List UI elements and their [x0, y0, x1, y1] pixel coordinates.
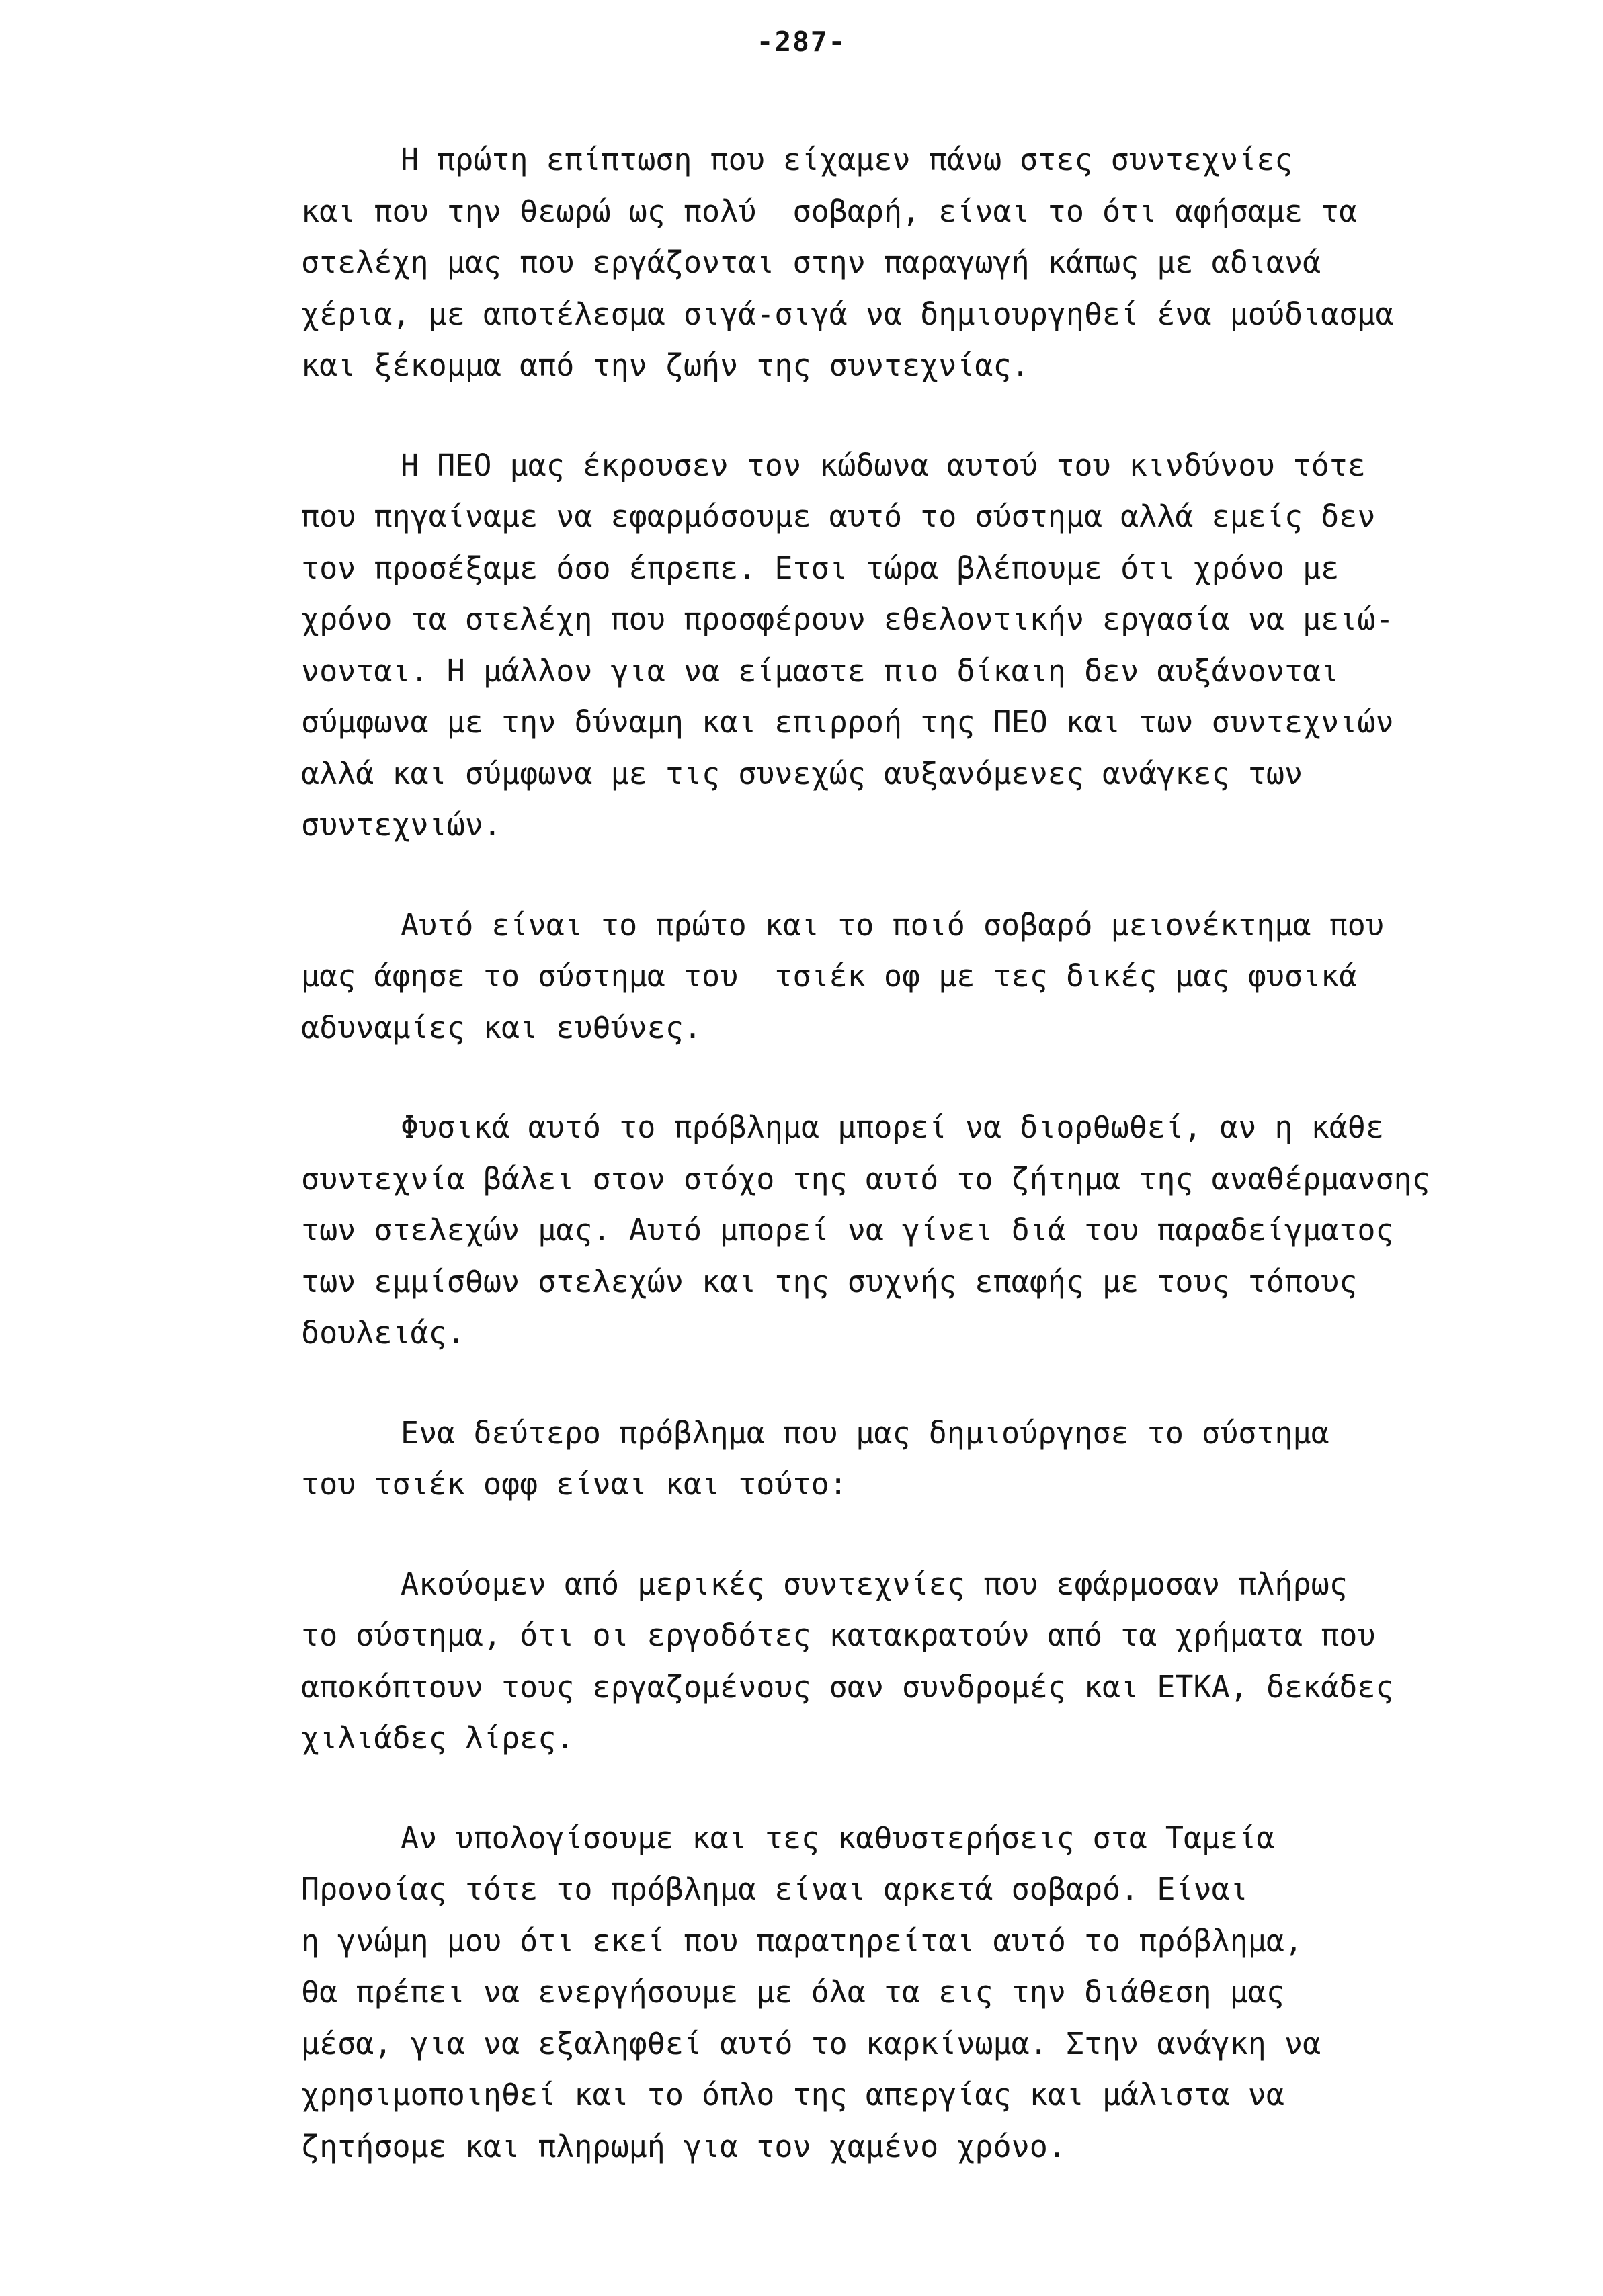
text-line: η γνώμη μου ότι εκεί που παρατηρείται αυτό το πρόβλημα, [301, 1922, 1303, 1959]
text-line: αδυναμίες και ευθύνες. [301, 1009, 702, 1046]
text-line: Προνοίας τότε το πρόβλημα είναι αρκετά σοβαρό. Είναι [301, 1871, 1248, 1907]
text-line: μέσα, για να εξαληφθεί αυτό το καρκίνωμα. Στην ανάγκη να [301, 2025, 1321, 2061]
text-line: ζητήσομε και πληρωμή για τον χαμένο χρόνο. [301, 2128, 1066, 2164]
text-line: Αν υπολογίσουμε και τες καθυστερήσεις στα Ταμεία [401, 1820, 1275, 1856]
text-line: χρόνο τα στελέχη που προσφέρουν εθελοντικήν εργασία να μειώ- [301, 601, 1394, 637]
text-line: Η πρώτη επίπτωση που είχαμεν πάνω στες συντεχνίες [401, 142, 1293, 177]
text-line: θα πρέπει να ενεργήσουμε με όλα τα εις την διάθεση μας [301, 1974, 1284, 2010]
text-line: μας άφησε το σύστημα του τσιέκ οφ με τες δικές μας φυσικά [301, 958, 1358, 994]
text-line: χιλιάδες λίρες. [301, 1720, 575, 1756]
text-line: σύμφωνα με την δύναμη και επιρροή της ΠΕΟ και των συντεχνιών [301, 704, 1394, 740]
paragraph [301, 1559, 1565, 1764]
text-line: χρησιμοποιηθεί και το όπλο της απεργίας και μάλιστα να [301, 2077, 1284, 2113]
text-line: το σύστημα, ότι οι εργοδότες κατακρατούν από τα χρήματα που [301, 1617, 1376, 1653]
text-line: στελέχη μας που εργάζονται στην παραγωγή κάπως με αδιανά [301, 245, 1321, 280]
text-line: Φυσικά αυτό το πρόβλημα μπορεί να διορθωθεί, αν η κάθε [401, 1109, 1384, 1145]
text-line: Η ΠΕΟ μας έκρουσεν τον κώδωνα αυτού του κινδύνου τότε [401, 447, 1366, 483]
text-line: Αυτό είναι το πρώτο και το ποιό σοβαρό μειονέκτημα που [401, 906, 1384, 943]
paragraph [301, 1813, 1565, 2173]
paragraph [301, 440, 1565, 851]
text-line: Ακούομεν από μερικές συντεχνίες που εφάρμοσαν πλήρως [401, 1566, 1348, 1602]
text-line: αλλά και σύμφωνα με τις συνεχώς αυξανόμενες ανάγκες των [301, 755, 1303, 792]
text-line: νονται. Η μάλλον για να είμαστε πιο δίκαιη δεν αυξάνονται [301, 652, 1340, 689]
text-line: των στελεχών μας. Αυτό μπορεί να γίνει διά του παραδείγματος [301, 1212, 1394, 1248]
text-line: αποκόπτουν τους εργαζομένους σαν συνδρομές και ΕΤΚΑ, δεκάδες [301, 1668, 1394, 1705]
text-line: δουλειάς. [301, 1315, 465, 1351]
page-number: -287- [756, 26, 847, 58]
text-line: και που την θεωρώ ως πολύ σοβαρή, είναι το ότι αφήσαμε τα [301, 193, 1358, 229]
paragraph [301, 134, 1565, 392]
text-line: του τσιέκ οφφ είναι και τούτο: [301, 1466, 848, 1502]
text-line: των εμμίσθων στελεχών και της συχνής επαφής με τους τόπους [301, 1263, 1358, 1300]
text-line: συντεχνία βάλει στον στόχο της αυτό το ζήτημα της αναθέρμανσης [301, 1160, 1430, 1197]
paragraph [301, 1408, 1565, 1511]
paragraph [301, 900, 1565, 1054]
text-line: συντεχνιών. [301, 807, 502, 843]
text-line: και ξέκομμα από την ζωήν της συντεχνίας. [301, 347, 1030, 383]
text-line: τον προσέξαμε όσο έπρεπε. Ετσι τώρα βλέπουμε ότι χρόνο με [301, 550, 1340, 586]
text-line: που πηγαίναμε να εφαρμόσουμε αυτό το σύστημα αλλά εμείς δεν [301, 499, 1376, 534]
body-text [301, 134, 1565, 2221]
text-line: Ενα δεύτερο πρόβλημα που μας δημιούργησε το σύστημα [401, 1414, 1329, 1451]
text-line: χέρια, με αποτέλεσμα σιγά-σιγά να δημιουργηθεί ένα μούδιασμα [301, 296, 1394, 332]
paragraph [301, 1102, 1565, 1359]
